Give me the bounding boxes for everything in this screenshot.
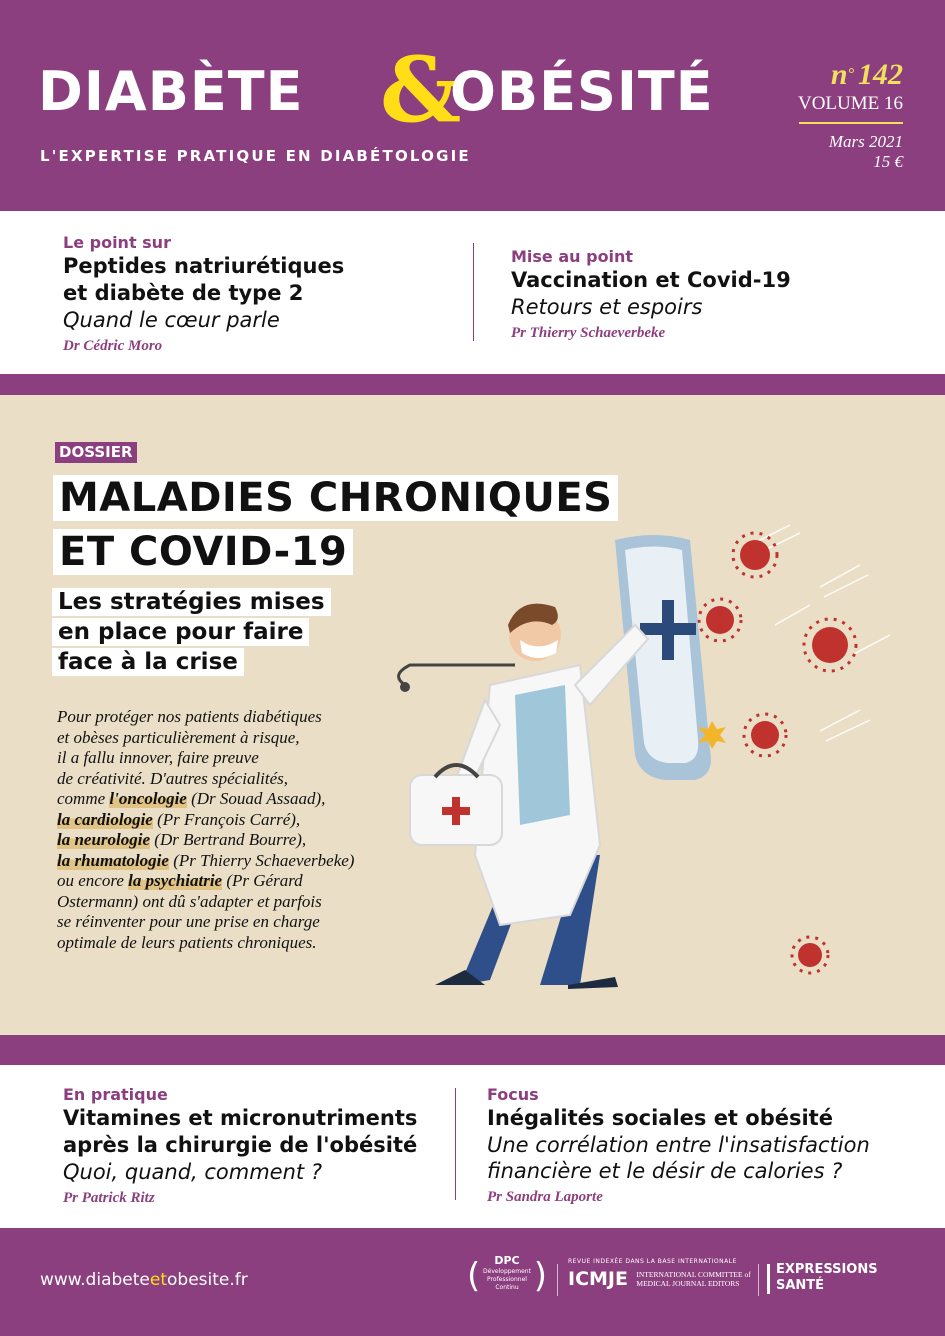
issue-date: Mars 2021 bbox=[828, 132, 903, 151]
article-title-line: Peptides natriurétiques bbox=[63, 254, 345, 278]
article-title-line: Vaccination et Covid-19 bbox=[511, 268, 791, 292]
summary-line: il a fallu innover, faire preuve bbox=[57, 748, 259, 767]
article-author: Pr Sandra Laporte bbox=[487, 1189, 603, 1205]
article-subtitle-line: Une corrélation entre l'insatisfaction bbox=[487, 1133, 870, 1157]
summary-line: optimale de leurs patients chroniques. bbox=[57, 932, 317, 952]
article-author: Pr Thierry Schaeverbeke bbox=[511, 325, 666, 341]
issue-volume: VOLUME 16 bbox=[797, 93, 903, 114]
issue-number bbox=[798, 60, 903, 90]
masthead bbox=[0, 0, 945, 211]
specialty-cardiology: la cardiologie bbox=[57, 809, 153, 829]
summary-line bbox=[57, 830, 417, 851]
article-inegalites[interactable] bbox=[487, 1085, 870, 1208]
dpc-line: Développement bbox=[483, 1268, 531, 1275]
separator-band bbox=[0, 374, 945, 395]
specialty-rheumatology: la rhumatologie bbox=[57, 850, 169, 870]
article-title-line: Inégalités sociales et obésité bbox=[487, 1106, 833, 1130]
tagline: L'EXPERTISE PRATIQUE EN DIABÉTOLOGIE bbox=[40, 147, 471, 165]
publisher-bar bbox=[767, 1264, 770, 1294]
dpc-bracket-left: ( bbox=[467, 1256, 481, 1296]
summary-text: (Dr Souad Assaad), bbox=[186, 789, 326, 808]
medical-bag-icon bbox=[410, 765, 502, 845]
issue-info bbox=[798, 60, 903, 172]
dpc-bracket-right: ) bbox=[533, 1256, 547, 1296]
dossier-section bbox=[0, 395, 945, 1035]
summary-text: (Pr Gérard bbox=[222, 871, 303, 890]
dossier-summary bbox=[57, 707, 417, 953]
summary-line: Pour protéger nos patients diabétiques bbox=[57, 707, 322, 726]
article-author: Pr Patrick Ritz bbox=[63, 1190, 155, 1206]
article-subtitle-line: financière et le désir de calories ? bbox=[487, 1159, 843, 1183]
column-divider bbox=[455, 1088, 456, 1200]
summary-line bbox=[57, 810, 417, 831]
summary-text: (Pr François Carré), bbox=[152, 809, 301, 829]
dossier-subtitle-line: en place pour faire bbox=[52, 618, 309, 646]
doctor-shield-illustration bbox=[390, 515, 910, 995]
dossier-subtitle-line: face à la crise bbox=[52, 648, 244, 676]
article-subtitle: Retours et espoirs bbox=[511, 295, 703, 319]
publisher-line: EXPRESSIONS bbox=[776, 1262, 878, 1277]
article-subtitle: Quand le cœur parle bbox=[63, 308, 280, 332]
icmje-mark: ICMJE bbox=[568, 1268, 628, 1290]
url-text: www.diabete bbox=[40, 1270, 150, 1290]
summary-line bbox=[57, 871, 417, 892]
dossier-tag: DOSSIER bbox=[55, 442, 137, 463]
dossier-title-line: ET COVID-19 bbox=[53, 529, 353, 575]
issue-degree: ° bbox=[847, 66, 854, 83]
issue-divider bbox=[799, 122, 903, 124]
summary-line: Ostermann) ont dû s'adapter et parfois bbox=[57, 891, 322, 911]
publisher-logo bbox=[776, 1262, 878, 1294]
specialty-psychiatry: la psychiatrie bbox=[128, 871, 223, 890]
dossier-subtitle-line: Les stratégies mises bbox=[52, 588, 331, 616]
article-title-line: après la chirurgie de l'obésité bbox=[63, 1133, 418, 1157]
article-title-line: Vitamines et micronutriments bbox=[63, 1106, 418, 1130]
summary-line: et obèses particulièrement à risque, bbox=[57, 727, 300, 747]
column-divider bbox=[473, 243, 474, 341]
publisher-line: SANTÉ bbox=[776, 1278, 825, 1293]
article-rubric: Le point sur bbox=[63, 233, 171, 252]
summary-text: (Pr Thierry Schaeverbeke) bbox=[168, 850, 355, 870]
dpc-line: Professionnel bbox=[487, 1276, 527, 1283]
article-vitamines[interactable] bbox=[63, 1085, 417, 1209]
summary-line: de créativité. D'autres spécialités, bbox=[57, 768, 289, 788]
icmje-name-line: MEDICAL JOURNAL EDITORS bbox=[636, 1279, 740, 1288]
separator-band bbox=[0, 1035, 945, 1065]
article-peptides[interactable] bbox=[63, 233, 344, 357]
specialty-oncology: l'oncologie bbox=[109, 789, 187, 808]
icmje-name bbox=[636, 1270, 750, 1288]
logo-ampersand: & bbox=[380, 37, 462, 143]
website-link[interactable] bbox=[40, 1270, 248, 1290]
dpc-label: DPC bbox=[494, 1254, 520, 1267]
article-title-line: et diabète de type 2 bbox=[63, 281, 304, 305]
url-text-accent: et bbox=[149, 1270, 167, 1290]
dpc-logo bbox=[467, 1254, 547, 1300]
logo-word-diabete: DIABÈTE bbox=[38, 60, 304, 123]
dossier-title-line: MALADIES CHRONIQUES bbox=[53, 475, 618, 521]
article-vaccination[interactable] bbox=[511, 247, 791, 344]
dpc-line: Continu bbox=[495, 1284, 519, 1291]
summary-line: se réinventer pour une prise en charge bbox=[57, 912, 320, 931]
specialty-neurology: la neurologie bbox=[57, 830, 151, 849]
article-rubric: En pratique bbox=[63, 1085, 168, 1104]
url-text: obesite.fr bbox=[167, 1270, 248, 1290]
footer-divider bbox=[758, 1264, 759, 1296]
summary-text: comme bbox=[57, 789, 110, 808]
virus-icon bbox=[699, 533, 856, 973]
footer bbox=[0, 1228, 945, 1336]
summary-text: ou encore bbox=[57, 871, 129, 890]
article-author: Dr Cédric Moro bbox=[63, 338, 163, 354]
summary-line bbox=[57, 851, 417, 872]
issue-prefix: n bbox=[830, 58, 848, 91]
article-subtitle: Quoi, quand, comment ? bbox=[63, 1160, 322, 1184]
issue-number-value: 142 bbox=[858, 58, 903, 91]
summary-line bbox=[57, 789, 417, 810]
icmje-caption: REVUE INDEXÉE DANS LA BASE INTERNATIONALE bbox=[568, 1258, 737, 1265]
logo-word-obesite: OBÉSITÉ bbox=[450, 60, 714, 123]
issue-price: 15 € bbox=[873, 152, 903, 171]
icmje-name-line: INTERNATIONAL COMMITTEE of bbox=[636, 1270, 751, 1279]
article-rubric: Mise au point bbox=[511, 247, 634, 266]
footer-divider bbox=[557, 1264, 558, 1296]
article-rubric: Focus bbox=[487, 1085, 539, 1104]
summary-text: (Dr Bertrand Bourre), bbox=[150, 830, 307, 849]
icmje-logo bbox=[568, 1258, 751, 1290]
